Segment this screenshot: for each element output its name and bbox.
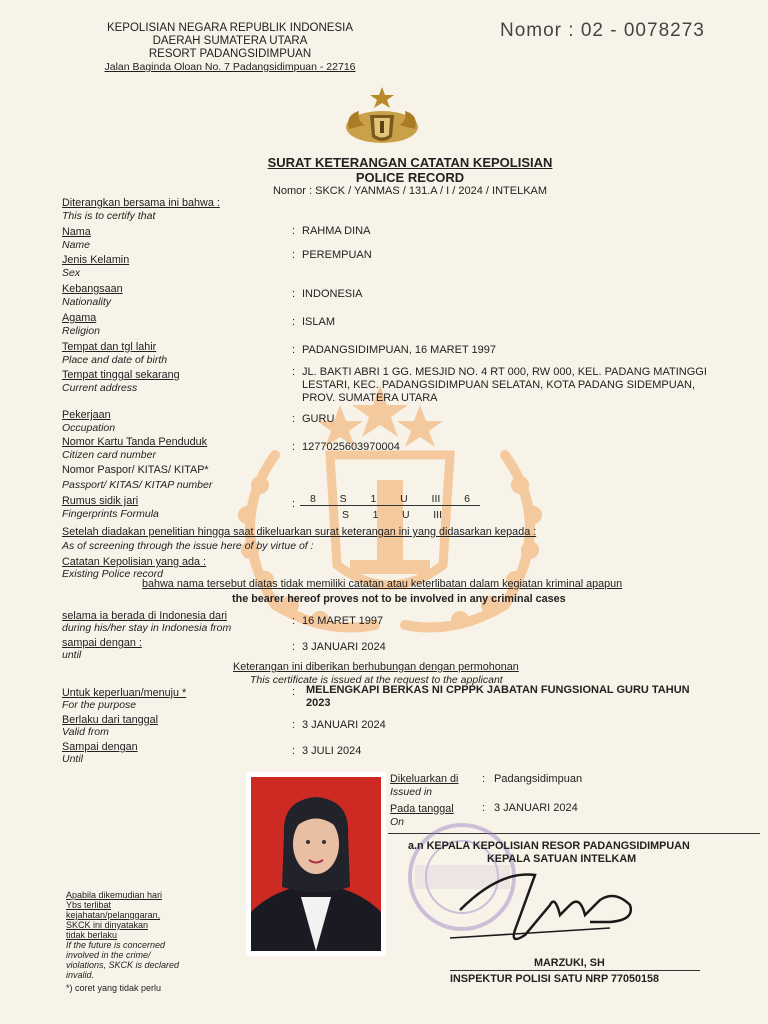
intro-en: This is to certify that [62,210,156,222]
portrait-icon [246,772,386,956]
field-label-birth: Tempat dan tgl lahir [62,341,157,353]
title-block [230,155,590,197]
title-sub: POLICE RECORD [355,170,465,185]
field-value-ktp: 1277025603970004 [302,441,400,453]
signatory-name: MARZUKI, SH [534,957,605,969]
signatory-rank: INSPEKTUR POLISI SATU NRP 77050158 [450,973,660,985]
applicant-photo [246,772,386,956]
stay-until-id: sampai dengan : [62,637,142,649]
field-label-address: Tempat tinggal sekarang [62,369,180,381]
footnote-id1: Apabila dikemudian hari [66,890,163,900]
field-label-name-en: Name [62,239,91,251]
intro-id: Diterangkan bersama ini bahwa : [62,197,220,209]
colon: : [292,641,296,653]
field-label-passport-en: Passport/ KITAS/ KITAP number [62,479,213,491]
catatan-en: Existing Police record [62,568,163,580]
field-value-religion: ISLAM [302,316,336,328]
signatory-line2: KEPALA SATUAN INTELKAM [487,853,637,865]
footnote [66,890,179,993]
footnote-coret: *) coret yang tidak perlu [66,983,162,993]
field-label-sex-en: Sex [62,267,81,279]
fingerprint-row2 [342,509,442,521]
request-id: Keterangan ini diberikan berhubungan dengan permohonan [233,661,519,673]
field-value-nationality: INDONESIA [302,288,363,300]
field-label-birth-en: Place and date of birth [62,354,168,366]
valid-from-en: Valid from [62,726,109,738]
colon: : [292,344,296,356]
field-value-birth: PADANGSIDIMPUAN, 16 MARET 1997 [302,344,496,356]
fp-cell: S [342,509,350,521]
field-label-occupation-en: Occupation [62,422,116,434]
header-address: Jalan Baginda Oloan No. 7 Padangsidimpuan - 22716 [104,61,356,73]
header-line2: DAERAH SUMATERA UTARA [152,35,308,47]
issued-date-id: Pada tanggal [390,803,454,815]
colon: : [482,773,486,785]
valid-from-id: Berlaku dari tanggal [62,714,159,726]
screening-en: As of screening through the issue here of by virtue of : [62,540,314,552]
purpose-en: For the purpose [62,699,137,711]
field-label-sex: Jenis Kelamin [62,254,130,266]
statement-id: bahwa nama tersebut diatas tidak memiliki catatan atau keterlibatan dalam kegiatan kriminal apapun [142,578,623,590]
field-label-nationality: Kebangsaan [62,283,123,295]
stay-until-value: 3 JANUARI 2024 [302,641,386,653]
colon: : [292,498,296,510]
fp-cell: III [433,509,442,521]
header-agency [60,22,400,74]
fingerprint-divider [300,505,480,506]
field-label-occupation: Pekerjaan [62,409,111,421]
colon: : [292,441,296,453]
valid-until-en: Until [62,753,84,765]
footnote-id3: kejahatan/pelanggaran, [66,910,161,920]
field-label-fingerprint: Rumus sidik jari [62,495,139,507]
field-label-name: Nama [62,226,91,238]
colon: : [292,719,296,731]
footnote-id2: Ybs terlibat [66,900,112,910]
signature-icon [440,850,670,950]
fp-cell: 6 [464,493,470,505]
issued-date-en: On [390,816,405,828]
footnote-id4: SKCK ini dinyatakan [66,920,149,930]
stay-from-en: during his/her stay in Indonesia from [62,622,232,634]
field-label-passport: Nomor Paspor/ KITAS/ KITAP* [62,464,209,476]
field-label-religion: Agama [62,312,97,324]
fp-cell: S [339,493,347,505]
field-value-sex: PEREMPUAN [302,249,372,261]
footnote-en4: invalid. [66,970,95,980]
fp-cell: U [400,493,408,505]
field-label-nationality-en: Nationality [62,296,112,308]
colon: : [292,288,296,300]
field-label-ktp: Nomor Kartu Tanda Penduduk [62,436,208,448]
screening-id: Setelah diadakan penelitian hingga saat dikeluarkan surat keterangan ini yang didasarkan kepada : [62,526,537,538]
stay-from-value: 16 MARET 1997 [302,615,384,627]
colon: : [292,366,296,378]
serial-number: Nomor : 02 - 0078273 [500,20,705,41]
issued-date-value: 3 JANUARI 2024 [494,802,578,814]
field-label-fingerprint-en: Fingerprints Formula [62,508,159,520]
stay-from-id: selama ia berada di Indonesia dari [62,610,228,622]
fp-cell: 8 [310,493,316,505]
issued-place-en: Issued in [390,786,433,798]
footnote-id5: tidak berlaku [66,930,118,940]
valid-from-value: 3 JANUARI 2024 [302,719,386,731]
fp-cell: III [431,493,441,505]
fp-cell: 1 [372,509,379,521]
statement-en: the bearer hereof proves not to be involved in any criminal cases [232,593,566,605]
catatan-id: Catatan Kepolisian yang ada : [62,556,207,568]
colon: : [292,745,296,757]
signatory-line1: a.n KEPALA KEPOLISIAN RESOR PADANGSIDIMPUAN [408,840,690,852]
valid-until-value: 3 JULI 2024 [302,745,362,757]
title-main: SURAT KETERANGAN CATATAN KEPOLISIAN [267,155,553,170]
colon: : [292,316,296,328]
colon: : [292,225,296,237]
purpose-value: MELENGKAPI BERKAS NI CPPPK JABATAN FUNGSIONAL GURU TAHUN 2023 [306,684,690,709]
valid-until-id: Sampai dengan [62,741,138,753]
fp-cell: U [402,509,410,521]
field-value-occupation: GURU [302,413,335,425]
header-line3: RESORT PADANGSIDIMPUAN [148,48,312,60]
field-label-religion-en: Religion [62,325,100,337]
issued-place-value: Padangsidimpuan [494,773,583,785]
field-value-address: JL. BAKTI ABRI 1 GG. MESJID NO. 4 RT 000, RW 000, KEL. PADANG MATINGGI LESTARI, KEC. PADANGSIDIMPUAN SELATAN, KOTA PADANG SIDEMPUAN, PROV. SUMATERA UTARA [302,366,707,404]
colon: : [292,686,296,698]
footnote-en3: violations, SKCK is declared [66,960,180,970]
header-line1: KEPOLISIAN NEGARA REPUBLIK INDONESIA [106,22,354,34]
purpose-id: Untuk keperluan/menuju * [62,687,187,699]
colon: : [292,615,296,627]
colon: : [292,249,296,261]
issued-place-id: Dikeluarkan di [390,773,459,785]
title-number: Nomor : SKCK / YANMAS / 131.A / I / 2024 / INTELKAM [272,185,548,197]
field-label-ktp-en: Citizen card number [62,449,156,461]
colon: : [292,413,296,425]
colon: : [482,802,486,814]
footnote-en1: If the future is concerned [66,940,166,950]
fp-cell: 1 [370,493,377,505]
stay-until-en: until [62,649,82,661]
signatory-divider [450,970,700,971]
fingerprint-row1 [310,493,470,505]
request-en: This certificate is issued at the request to the applicant [250,674,503,686]
footnote-en2: involved in the crime/ [66,950,151,960]
field-label-address-en: Current address [62,382,138,394]
police-emblem-icon [337,85,427,150]
field-value-name: RAHMA DINA [302,225,371,237]
